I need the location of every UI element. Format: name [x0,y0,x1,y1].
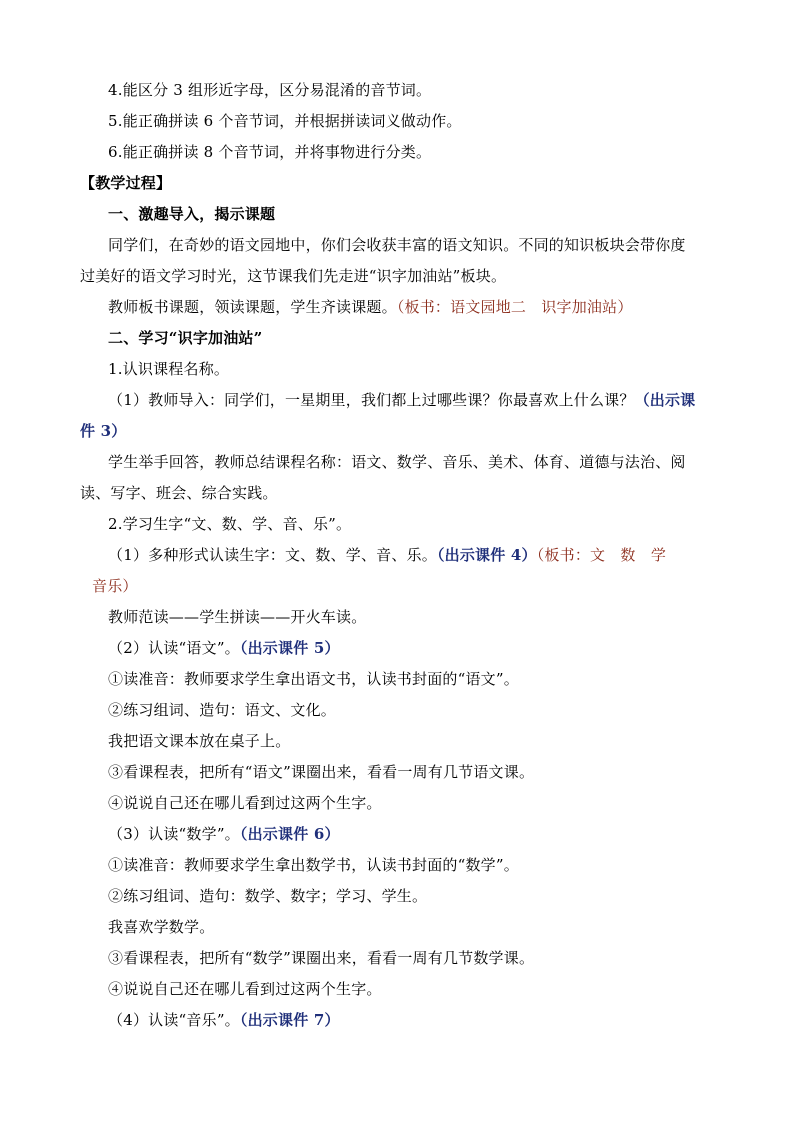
paragraph-line: 同学们，在奇妙的语文园地中，你们会收获丰富的语文知识。不同的知识板块会带你度 [108,236,686,254]
blackboard-note: （板书：文 数 学 [536,546,667,564]
paragraph-text: 教师板书课题，领读课题，学生齐读课题。 [108,298,397,316]
slide-reference: （出示课件 4） [436,546,537,564]
paragraph-line [108,390,695,410]
paragraph-line [108,545,666,565]
paragraph-line: 我喜欢学数学。 [108,918,215,936]
subsection-heading: 1.认识课程名称。 [108,360,230,378]
objective-5: 5.能正确拼读 6 个音节词，并根据拼读词义做动作。 [108,112,462,130]
list-item: ①读准音：教师要求学生拿出语文书，认读书封面的“语文”。 [108,670,519,688]
list-item: ③看课程表，把所有“数学”课圈出来，看看一周有几节数学课。 [108,949,535,967]
paragraph-line [108,297,633,317]
step-2-heading: 二、学习“识字加油站” [108,329,263,347]
paragraph-line: 读、写字、班会、综合实践。 [80,484,278,502]
slide-reference: （出示课件 7） [239,1011,340,1029]
paragraph-line [108,824,340,844]
paragraph-line: 我把语文课本放在桌子上。 [108,732,291,750]
subsection-heading: 2.学习生字“文、数、学、音、乐”。 [108,515,352,533]
step-1-heading: 一、激趣导入，揭示课题 [108,205,276,223]
section-heading: 【教学过程】 [80,174,172,192]
paragraph-line [108,638,340,658]
paragraph-line: 过美好的语文学习时光，这节课我们先走进“识字加油站”板块。 [80,267,507,285]
objective-6: 6.能正确拼读 8 个音节词，并将事物进行分类。 [108,143,432,161]
paragraph-text: （1）教师导入：同学们，一星期里，我们都上过哪些课？你最喜欢上什么课？ [108,391,635,409]
paragraph-text: （3）认读“数学”。 [108,825,240,843]
slide-reference: 件 3） [80,422,127,440]
blackboard-note: 音乐） [92,577,138,595]
list-item: ②练习组词、造句：数学、数字；学习、学生。 [108,887,428,905]
blackboard-note: （板书：语文园地二 识字加油站） [396,298,633,316]
list-item: ②练习组词、造句：语文、文化。 [108,701,337,719]
objective-4: 4.能区分 3 组形近字母，区分易混淆的音节词。 [108,81,432,99]
slide-reference: （出示课件 6） [239,825,340,843]
paragraph-text: （2）认读“语文”。 [108,639,240,657]
slide-reference: （出示课件 5） [239,639,340,657]
list-item: ④说说自己还在哪儿看到过这两个生字。 [108,794,382,812]
paragraph-line [108,1010,340,1030]
list-item: ④说说自己还在哪儿看到过这两个生字。 [108,980,382,998]
paragraph-text: （1）多种形式认读生字：文、数、学、音、乐。 [108,546,437,564]
paragraph-line: 教师范读——学生拼读——开火车读。 [108,608,367,626]
list-item: ①读准音：教师要求学生拿出数学书，认读书封面的“数学”。 [108,856,519,874]
paragraph-line: 学生举手回答，教师总结课程名称：语文、数学、音乐、美术、体育、道德与法治、阅 [108,453,686,471]
slide-reference: （出示课 [634,391,696,409]
paragraph-text: （4）认读“音乐”。 [108,1011,240,1029]
list-item: ③看课程表，把所有“语文”课圈出来，看看一周有几节语文课。 [108,763,535,781]
